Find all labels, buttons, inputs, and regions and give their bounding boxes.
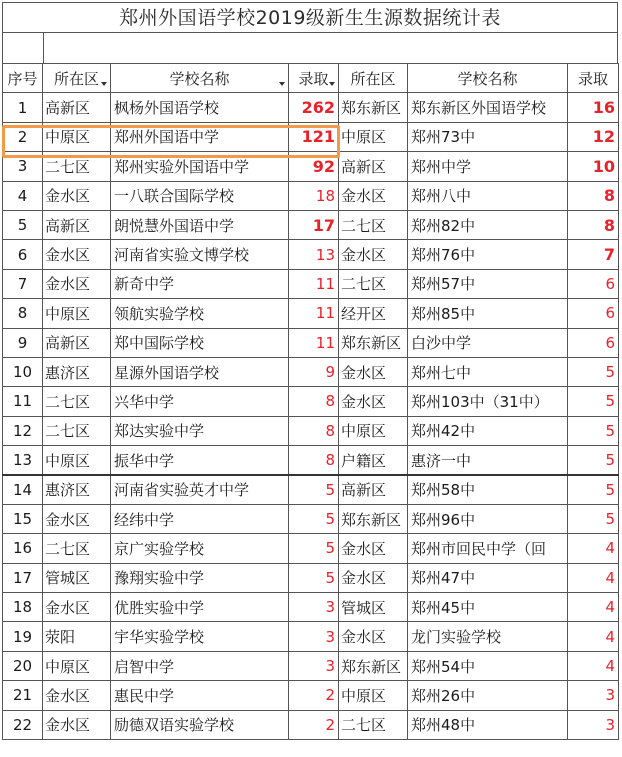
filter-dropdown-icon[interactable] [101, 82, 107, 86]
admission-count-cell-2[interactable]: 16 [568, 93, 619, 122]
admission-count-cell[interactable]: 92 [289, 152, 339, 181]
col-header-school-2: 学校名称 [408, 64, 568, 93]
admission-count-cell-2[interactable]: 6 [568, 269, 619, 298]
admission-count-cell[interactable]: 9 [289, 357, 339, 386]
district-cell-2[interactable]: 管城区 [339, 593, 408, 622]
district-cell[interactable]: 金水区 [43, 269, 111, 298]
filter-dropdown-icon[interactable] [329, 82, 335, 86]
school-name-cell-2[interactable]: 惠济一中 [408, 446, 568, 475]
school-name-cell[interactable]: 一八联合国际学校 [111, 181, 289, 210]
district-cell-2[interactable]: 金水区 [339, 387, 408, 416]
district-cell-2[interactable]: 金水区 [339, 240, 408, 269]
table-row [3, 328, 619, 357]
district-cell[interactable]: 金水区 [43, 181, 111, 210]
blank-row [2, 33, 618, 63]
district-cell-2[interactable]: 郑东新区 [339, 651, 408, 680]
school-name-cell[interactable]: 郑中国际学校 [111, 328, 289, 357]
school-name-cell[interactable]: 启智中学 [111, 651, 289, 680]
row-index[interactable]: 7 [3, 269, 43, 298]
row-index[interactable]: 21 [3, 681, 43, 710]
admission-count-cell-2[interactable]: 3 [568, 681, 619, 710]
school-name-cell-2[interactable]: 郑州中学 [408, 152, 568, 181]
admission-count-cell[interactable]: 8 [289, 446, 339, 475]
district-cell[interactable]: 中原区 [43, 651, 111, 680]
admission-count-cell[interactable]: 121 [289, 122, 339, 151]
admission-count-cell-2[interactable]: 3 [568, 710, 619, 739]
district-cell[interactable]: 金水区 [43, 710, 111, 739]
admission-count-cell-2[interactable]: 4 [568, 651, 619, 680]
col-header-count-2: 录取 [568, 64, 619, 93]
district-cell[interactable]: 二七区 [43, 152, 111, 181]
school-name-cell[interactable]: 兴华中学 [111, 387, 289, 416]
district-cell[interactable]: 金水区 [43, 504, 111, 533]
admission-count-cell-2[interactable]: 8 [568, 210, 619, 239]
admission-count-cell[interactable]: 5 [289, 504, 339, 533]
school-name-cell[interactable]: 振华中学 [111, 446, 289, 475]
row-index[interactable]: 17 [3, 563, 43, 592]
admission-count-cell-2[interactable]: 5 [568, 504, 619, 533]
table-row [3, 475, 619, 504]
table-row [3, 122, 619, 151]
table-row [3, 299, 619, 328]
school-name-cell[interactable]: 河南省实验英才中学 [111, 475, 289, 504]
col-header-index: 序号 [3, 64, 43, 93]
district-cell-2[interactable]: 金水区 [339, 357, 408, 386]
school-name-cell-2[interactable]: 郑州85中 [408, 299, 568, 328]
admission-count-cell-2[interactable]: 5 [568, 446, 619, 475]
district-cell[interactable]: 中原区 [43, 299, 111, 328]
table-row [3, 681, 619, 710]
school-name-cell-2[interactable]: 郑州42中 [408, 416, 568, 445]
admission-count-cell-2[interactable]: 7 [568, 240, 619, 269]
row-index[interactable]: 22 [3, 710, 43, 739]
col-header-district[interactable]: 所在区 [43, 64, 111, 93]
admission-count-cell-2[interactable]: 8 [568, 181, 619, 210]
district-cell-2[interactable]: 二七区 [339, 269, 408, 298]
table-row [3, 210, 619, 239]
school-name-cell[interactable]: 经纬中学 [111, 504, 289, 533]
admission-count-cell-2[interactable]: 12 [568, 122, 619, 151]
stats-sheet [2, 2, 618, 754]
admission-count-cell[interactable]: 5 [289, 534, 339, 563]
district-cell-2[interactable]: 金水区 [339, 622, 408, 651]
district-cell-2[interactable]: 郑东新区 [339, 93, 408, 122]
table-row [3, 357, 619, 386]
district-cell-2[interactable]: 郑东新区 [339, 328, 408, 357]
school-name-cell-2[interactable]: 郑州82中 [408, 210, 568, 239]
table-row [3, 710, 619, 739]
admission-count-cell[interactable]: 8 [289, 416, 339, 445]
admission-count-cell[interactable]: 3 [289, 622, 339, 651]
school-name-cell-2[interactable]: 郑州市回民中学（回 [408, 534, 568, 563]
table-row [3, 622, 619, 651]
school-name-cell[interactable]: 郑州外国语中学 [111, 122, 289, 151]
district-cell[interactable]: 中原区 [43, 122, 111, 151]
row-index[interactable]: 13 [3, 446, 43, 475]
district-cell[interactable]: 金水区 [43, 681, 111, 710]
admission-count-cell-2[interactable]: 10 [568, 152, 619, 181]
col-header-district-2: 所在区 [339, 64, 408, 93]
district-cell[interactable]: 金水区 [43, 593, 111, 622]
row-index[interactable]: 8 [3, 299, 43, 328]
table-row [3, 387, 619, 416]
row-index[interactable]: 10 [3, 357, 43, 386]
admission-count-cell-2[interactable]: 4 [568, 593, 619, 622]
school-name-cell[interactable]: 励德双语实验学校 [111, 710, 289, 739]
district-cell[interactable]: 高新区 [43, 210, 111, 239]
table-row [3, 93, 619, 122]
district-cell[interactable]: 高新区 [43, 93, 111, 122]
admission-count-cell[interactable]: 18 [289, 181, 339, 210]
admission-count-cell[interactable]: 11 [289, 269, 339, 298]
table-row [3, 534, 619, 563]
district-cell[interactable]: 金水区 [43, 240, 111, 269]
row-index[interactable]: 14 [3, 475, 43, 504]
school-name-cell-2[interactable]: 郑州76中 [408, 240, 568, 269]
filter-dropdown-icon[interactable] [279, 82, 285, 86]
row-index[interactable]: 16 [3, 534, 43, 563]
admission-count-cell-2[interactable]: 6 [568, 328, 619, 357]
school-name-cell-2[interactable]: 郑州八中 [408, 181, 568, 210]
school-name-cell[interactable]: 枫杨外国语学校 [111, 93, 289, 122]
admission-count-cell-2[interactable]: 6 [568, 299, 619, 328]
district-cell[interactable]: 荥阳 [43, 622, 111, 651]
district-cell[interactable]: 惠济区 [43, 357, 111, 386]
row-index[interactable]: 6 [3, 240, 43, 269]
row-index[interactable]: 5 [3, 210, 43, 239]
row-index[interactable]: 2 [3, 122, 43, 151]
table-row [3, 563, 619, 592]
admission-count-cell[interactable]: 11 [289, 299, 339, 328]
col-header-school[interactable]: 学校名称 [111, 64, 289, 93]
admission-count-cell-2[interactable]: 5 [568, 387, 619, 416]
admission-count-cell[interactable]: 3 [289, 593, 339, 622]
school-name-cell[interactable]: 惠民中学 [111, 681, 289, 710]
row-index[interactable]: 1 [3, 93, 43, 122]
row-index[interactable]: 12 [3, 416, 43, 445]
admission-count-cell-2[interactable]: 4 [568, 622, 619, 651]
district-cell-2[interactable]: 户籍区 [339, 446, 408, 475]
district-cell-2[interactable]: 中原区 [339, 122, 408, 151]
school-name-cell[interactable]: 领航实验学校 [111, 299, 289, 328]
district-cell[interactable]: 二七区 [43, 534, 111, 563]
school-name-cell-2[interactable]: 郑州103中（31中） [408, 387, 568, 416]
district-cell-2[interactable]: 高新区 [339, 152, 408, 181]
header-row [3, 64, 619, 93]
district-cell[interactable]: 二七区 [43, 416, 111, 445]
table-row [3, 651, 619, 680]
school-name-cell-2[interactable]: 郑州47中 [408, 563, 568, 592]
admission-count-cell[interactable]: 262 [289, 93, 339, 122]
district-cell-2[interactable]: 二七区 [339, 210, 408, 239]
district-cell[interactable]: 高新区 [43, 328, 111, 357]
district-cell-2[interactable]: 中原区 [339, 681, 408, 710]
school-name-cell-2[interactable]: 郑州54中 [408, 651, 568, 680]
district-cell-2[interactable]: 中原区 [339, 416, 408, 445]
table-row [3, 240, 619, 269]
admission-count-cell-2[interactable]: 5 [568, 475, 619, 504]
enrollment-table [2, 63, 619, 740]
admission-count-cell[interactable]: 8 [289, 387, 339, 416]
admission-count-cell[interactable]: 2 [289, 710, 339, 739]
school-name-cell-2[interactable]: 郑州58中 [408, 475, 568, 504]
district-cell[interactable]: 中原区 [43, 446, 111, 475]
row-index[interactable]: 9 [3, 328, 43, 357]
district-cell[interactable]: 管城区 [43, 563, 111, 592]
admission-count-cell[interactable]: 2 [289, 681, 339, 710]
admission-count-cell[interactable]: 17 [289, 210, 339, 239]
district-cell-2[interactable]: 金水区 [339, 181, 408, 210]
district-cell-2[interactable]: 金水区 [339, 563, 408, 592]
district-cell-2[interactable]: 二七区 [339, 710, 408, 739]
school-name-cell-2[interactable]: 郑州七中 [408, 357, 568, 386]
table-row [3, 269, 619, 298]
col-header-count[interactable]: 录取 [289, 64, 339, 93]
admission-count-cell[interactable]: 13 [289, 240, 339, 269]
table-row [3, 504, 619, 533]
school-name-cell-2[interactable]: 白沙中学 [408, 328, 568, 357]
row-index[interactable]: 20 [3, 651, 43, 680]
admission-count-cell[interactable]: 5 [289, 475, 339, 504]
school-name-cell[interactable]: 郑州实验外国语中学 [111, 152, 289, 181]
table-row [3, 181, 619, 210]
admission-count-cell-2[interactable]: 5 [568, 357, 619, 386]
admission-count-cell-2[interactable]: 4 [568, 534, 619, 563]
admission-count-cell-2[interactable]: 5 [568, 416, 619, 445]
admission-count-cell[interactable]: 11 [289, 328, 339, 357]
school-name-cell-2[interactable]: 郑州26中 [408, 681, 568, 710]
row-index[interactable]: 4 [3, 181, 43, 210]
school-name-cell-2[interactable]: 郑州57中 [408, 269, 568, 298]
district-cell-2[interactable]: 经开区 [339, 299, 408, 328]
school-name-cell-2[interactable]: 郑东新区外国语学校 [408, 93, 568, 122]
school-name-cell[interactable]: 朗悦慧外国语中学 [111, 210, 289, 239]
district-cell[interactable]: 惠济区 [43, 475, 111, 504]
district-cell-2[interactable]: 金水区 [339, 534, 408, 563]
row-index[interactable]: 19 [3, 622, 43, 651]
row-index[interactable]: 11 [3, 387, 43, 416]
school-name-cell[interactable]: 优胜实验中学 [111, 593, 289, 622]
table-row [3, 593, 619, 622]
school-name-cell[interactable]: 星源外国语学校 [111, 357, 289, 386]
admission-count-cell-2[interactable]: 4 [568, 563, 619, 592]
row-index[interactable]: 3 [3, 152, 43, 181]
row-index[interactable]: 18 [3, 593, 43, 622]
school-name-cell-2[interactable]: 郑州73中 [408, 122, 568, 151]
admission-count-cell[interactable]: 3 [289, 651, 339, 680]
school-name-cell-2[interactable]: 龙门实验学校 [408, 622, 568, 651]
school-name-cell[interactable]: 京广实验学校 [111, 534, 289, 563]
school-name-cell-2[interactable]: 郑州48中 [408, 710, 568, 739]
district-cell[interactable]: 二七区 [43, 387, 111, 416]
table-row [3, 152, 619, 181]
school-name-cell[interactable]: 豫翔实验中学 [111, 563, 289, 592]
school-name-cell[interactable]: 河南省实验文博学校 [111, 240, 289, 269]
row-index[interactable]: 15 [3, 504, 43, 533]
admission-count-cell[interactable]: 5 [289, 563, 339, 592]
table-row [3, 416, 619, 445]
district-cell-2[interactable]: 高新区 [339, 475, 408, 504]
district-cell-2[interactable]: 郑东新区 [339, 504, 408, 533]
school-name-cell[interactable]: 新奇中学 [111, 269, 289, 298]
school-name-cell-2[interactable]: 郑州45中 [408, 593, 568, 622]
school-name-cell[interactable]: 宇华实验学校 [111, 622, 289, 651]
sheet-title: 郑州外国语学校2019级新生生源数据统计表 [2, 2, 618, 33]
table-row [3, 446, 619, 475]
school-name-cell[interactable]: 郑达实验中学 [111, 416, 289, 445]
school-name-cell-2[interactable]: 郑州96中 [408, 504, 568, 533]
